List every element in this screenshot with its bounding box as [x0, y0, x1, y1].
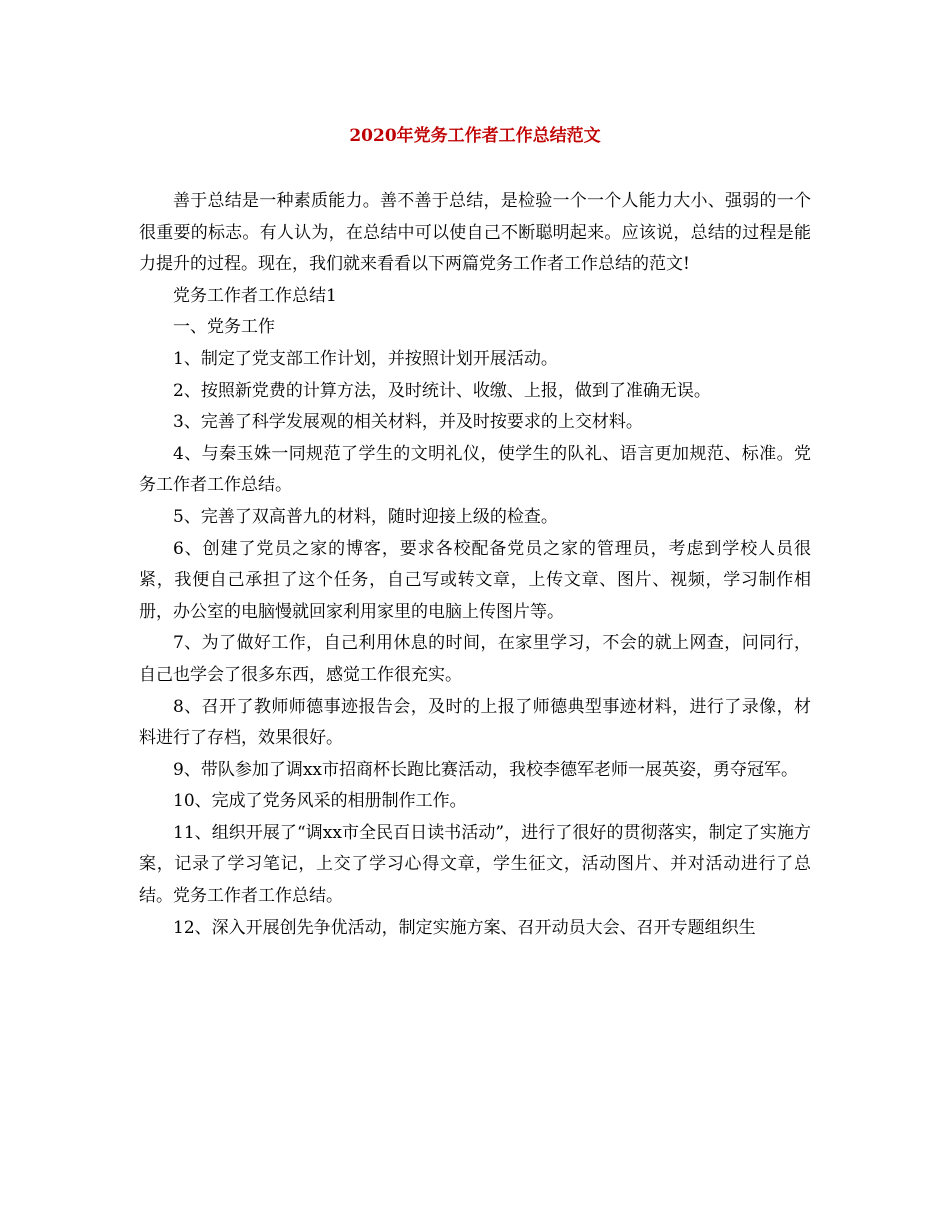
paragraph-section-heading: 党务工作者工作总结1: [173, 285, 337, 306]
paragraph-item-10: 10、完成了党务风采的相册制作工作。: [173, 791, 467, 812]
paragraph-item-8: 8、召开了教师师德事迹报告会，及时的上报了师德典型事迹材料，进行了录像，材料进行了存档，效果很好。: [139, 696, 811, 749]
document-body: [139, 186, 811, 944]
paragraph-item-3: 3、完善了科学发展观的相关材料，并及时按要求的上交材料。: [173, 412, 643, 433]
paragraph-item-7: 7、为了做好工作，自己利用休息的时间，在家里学习，不会的就上网查，问同行，自己也学会了很多东西，感觉工作很充实。: [139, 633, 811, 685]
paragraph-item-6: 6、创建了党员之家的博客，要求各校配备党员之家的管理员，考虑到学校人员很紧，我便自己承担了这个任务，自己写或转文章，上传文章、图片、视频，学习制作相册，办公室的电脑慢就回家利用家里的电脑上传图片等。: [139, 538, 811, 622]
paragraph-item-4: 4、与秦玉姝一同规范了学生的文明礼仪，使学生的队礼、语言更加规范、标准。党务工作者工作总结。: [139, 443, 811, 496]
paragraph-item-11: 11、组织开展了“调xx市全民百日读书活动”，进行了很好的贯彻落实，制定了实施方案，记录了学习笔记，上交了学习心得文章，学生征文，活动图片、并对活动进行了总结。党务工作者工作总结。: [139, 822, 811, 907]
document-title: 2020年党务工作者工作总结范文: [349, 126, 601, 146]
paragraph-intro: 善于总结是一种素质能力。善不善于总结，是检验一个一个人能力大小、强弱的一个很重要的标志。有人认为，在总结中可以使自己不断聪明起来。应该说，总结的过程是能力提升的过程。现在，我们就来看看以下两篇党务工作者工作总结的范文!: [139, 191, 811, 275]
paragraph-subheading: 一、党务工作: [173, 317, 275, 338]
paragraph-item-1: 1、制定了党支部工作计划，并按照计划开展活动。: [173, 348, 558, 369]
paragraph-item-2: 2、按照新党费的计算方法，及时统计、收缴、上报，做到了准确无误。: [173, 380, 711, 401]
paragraph-item-9: 9、带队参加了调xx市招商杯长跑比赛活动，我校李德军老师一展英姿，勇夺冠军。: [173, 759, 798, 780]
paragraph-item-5: 5、完善了双高普九的材料，随时迎接上级的检查。: [173, 506, 558, 527]
paragraph-item-12: 12、深入开展创先争优活动，制定实施方案、召开动员大会、召开专题组织生: [173, 917, 756, 938]
